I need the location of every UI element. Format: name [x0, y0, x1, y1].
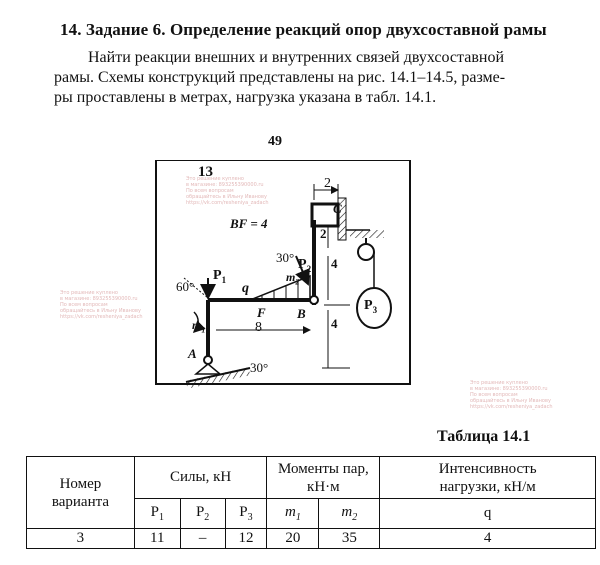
section-heading: 14. Задание 6. Определение реакций опор двухсоставной рамы [60, 20, 547, 39]
watermark: Это решение куплено в магазине: 893255390000.ru По всем вопросам обращайтесь в Ильну Иванову https://vk.com/resheniya_zadach [60, 290, 143, 320]
table-row [27, 529, 596, 549]
subheader-q: q [380, 499, 596, 529]
cell-m2: 35 [319, 529, 380, 549]
paragraph-line-1: Найти реакции внешних и внутренних связей двухсоставной [88, 49, 504, 66]
dim-label-8: 8 [255, 320, 262, 335]
label-f: F [257, 305, 266, 320]
data-table [26, 456, 596, 549]
dim-label-4a: 4 [331, 256, 338, 271]
angle-30-top: 30° [276, 250, 295, 265]
header-intensity: Интенсивность нагрузки, кН/м [380, 457, 596, 499]
cell-p1: 11 [134, 529, 180, 549]
header-moments: Моменты пар, кН·м [267, 457, 380, 499]
label-p3: $P_3$ [364, 298, 378, 315]
subheader-m2: $m_2$ [319, 499, 380, 529]
figure-number: 13 [198, 164, 213, 180]
label-b: B [297, 306, 306, 321]
label-bf: BF = 4 [230, 216, 268, 231]
label-q: q [242, 281, 249, 296]
dim-label-2-right: 2 [320, 226, 327, 241]
label-p1: $P_1$ [213, 268, 227, 285]
label-c: C [333, 201, 342, 216]
angle-60: 60° [176, 279, 195, 294]
paragraph-line-3: ры проставлены в метрах, нагрузка указана в табл. 14.1. [54, 89, 437, 106]
pulley [358, 244, 374, 260]
table-title: Таблица 14.1 [437, 428, 531, 445]
subheader-p1: $P_1$ [134, 499, 180, 529]
header-forces: Силы, кН [134, 457, 267, 499]
dim-label-2-top: 2 [324, 176, 331, 191]
distributed-load-q [250, 276, 310, 300]
angle-30-bottom: 30° [250, 360, 269, 375]
subheader-p2: $P_2$ [180, 499, 225, 529]
label-m2: $m_2$ [286, 270, 300, 287]
page-number: 49 [268, 134, 282, 149]
hinge-b [310, 296, 318, 304]
watermark: Это решение куплено в магазине: 893255390000.ru По всем вопросам обращайтесь в Ильну Иванову https://vk.com/resheniya_zadach [186, 176, 269, 206]
cell-q: 4 [380, 529, 596, 549]
cell-p3: 12 [225, 529, 267, 549]
support-a [196, 364, 220, 374]
dim-label-4b: 4 [331, 316, 338, 331]
hinge-a [204, 356, 212, 364]
header-variant: Номер варианта [27, 457, 135, 529]
watermark: Это решение куплено в магазине: 893255390000.ru По всем вопросам обращайтесь в Ильну Иванову https://vk.com/resheniya_zadach [470, 380, 553, 410]
task-paragraph [54, 48, 574, 108]
cell-variant: 3 [27, 529, 135, 549]
label-a: A [188, 346, 197, 361]
cell-m1: 20 [267, 529, 319, 549]
subheader-m1: $m_1$ [267, 499, 319, 529]
label-m1: $m_1$ [192, 318, 206, 335]
label-p2: $P_2$ [298, 257, 312, 274]
cell-p2: – [180, 529, 225, 549]
paragraph-line-2: рамы. Схемы конструкций представлены на рис. 14.1–14.5, разме- [54, 69, 506, 86]
subheader-p3: $P_3$ [225, 499, 267, 529]
